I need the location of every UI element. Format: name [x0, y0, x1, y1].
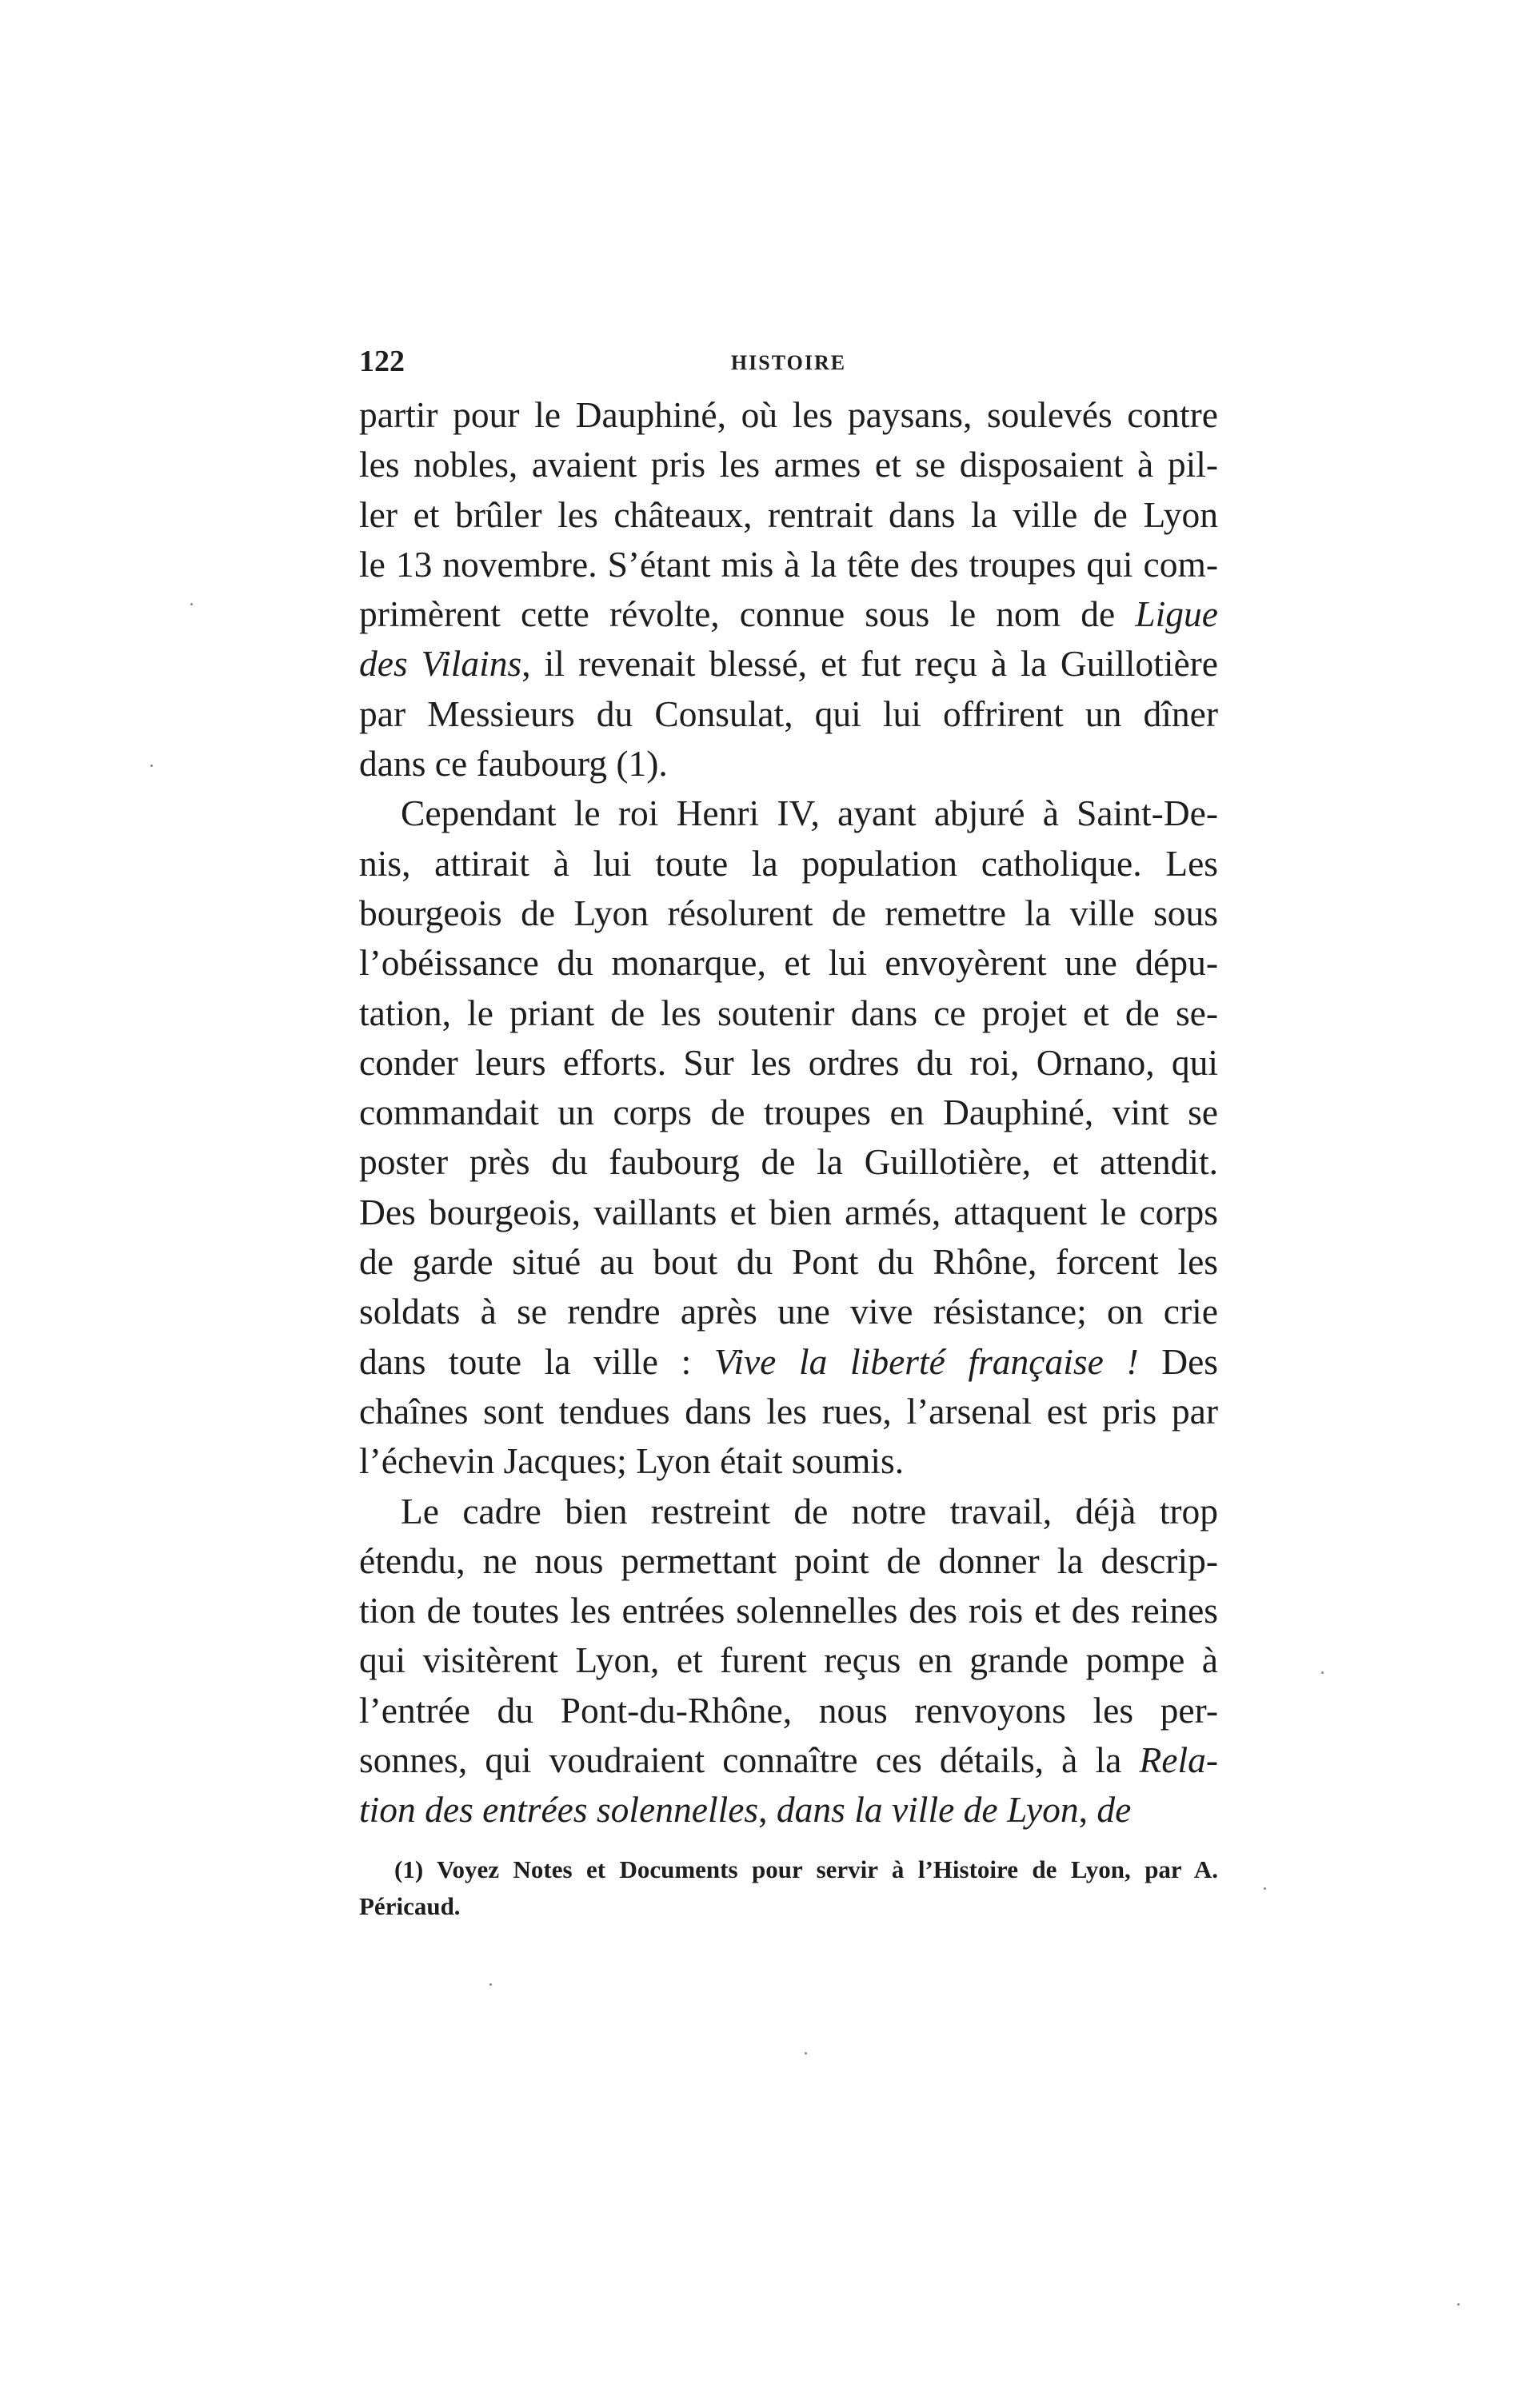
text-run: ,	[1078, 1789, 1097, 1831]
scan-speck	[190, 603, 193, 605]
text-line	[359, 1686, 1218, 1735]
text-run: l’obéissance du monarque, et lui envoyèrent une dépu-	[359, 942, 1218, 984]
footnote	[359, 1851, 1218, 1925]
text-line	[359, 1088, 1218, 1137]
text-line	[359, 739, 1218, 789]
text-run: Cependant le roi Henri IV, ayant abjuré à Saint-De-	[401, 793, 1218, 834]
text-run: , il revenait blessé, et fut reçu à la Guillotière	[521, 643, 1219, 685]
text-run: soldats à se rendre après une vive résistance; on crie	[359, 1291, 1218, 1332]
running-title: HISTOIRE	[730, 351, 847, 374]
text-run: l’entrée du Pont-du-Rhône, nous renvoyons les per-	[359, 1689, 1218, 1731]
page-number: 122	[359, 345, 405, 378]
italic-text: Ligue	[1135, 593, 1218, 635]
text-line	[359, 1436, 1218, 1486]
text-run: Péricaud.	[359, 1891, 461, 1920]
text-run: ,	[758, 1789, 777, 1831]
italic-text: des Vilains	[359, 643, 522, 685]
main-text	[359, 390, 1218, 1835]
text-line	[359, 839, 1218, 889]
text-line	[359, 889, 1218, 938]
text-line	[359, 1586, 1218, 1635]
text-run: dans toute la ville :	[359, 1340, 714, 1382]
text-run: primèrent cette révolte, connue sous le nom de	[359, 593, 1136, 635]
text-run: tion de toutes les entrées solennelles des rois et des reines	[359, 1590, 1218, 1631]
text-line	[359, 1536, 1218, 1586]
text-line	[359, 1038, 1218, 1088]
text-run: commandait un corps de troupes en Dauphiné, vint se	[359, 1092, 1218, 1133]
scan-speck	[1321, 1671, 1324, 1674]
text-run: dans ce faubourg (1).	[359, 743, 668, 785]
text-run: qui visitèrent Lyon, et furent reçus en grande pompe à	[359, 1639, 1218, 1681]
text-line	[359, 1785, 1218, 1835]
text-run: nis, attirait à lui toute la population catholique. Les	[359, 842, 1218, 884]
italic-text: dans la ville de Lyon	[776, 1789, 1079, 1831]
text-run: étendu, ne nous permettant point de donner la descrip-	[359, 1539, 1218, 1581]
italic-text: de	[1097, 1789, 1132, 1831]
text-run: ler et brûler les châteaux, rentrait dans la ville de Lyon	[359, 493, 1218, 535]
text-line	[359, 689, 1218, 739]
text-run: conder leurs efforts. Sur les ordres du roi, Ornano, qui	[359, 1041, 1218, 1083]
text-line	[359, 490, 1218, 540]
text-line	[359, 789, 1218, 838]
paragraph	[359, 789, 1218, 1486]
paragraph	[359, 390, 1218, 789]
text-line	[359, 1735, 1218, 1785]
text-run: Des bourgeois, vaillants et bien armés, attaquent le corps	[359, 1191, 1218, 1232]
text-line	[359, 1137, 1218, 1187]
text-line	[359, 1487, 1218, 1536]
text-line	[359, 589, 1218, 639]
text-line	[359, 938, 1218, 988]
text-run: par Messieurs du Consulat, qui lui offrirent un dîner	[359, 693, 1218, 734]
text-run: bourgeois de Lyon résolurent de remettre la ville sous	[359, 892, 1218, 933]
text-run: Des	[1138, 1340, 1218, 1382]
text-line	[359, 639, 1218, 689]
italic-text: Rela-	[1139, 1739, 1218, 1781]
text-line	[359, 1387, 1218, 1436]
text-line	[359, 1851, 1218, 1888]
text-run: (1) Voyez Notes et Documents pour servir à l’Histoire de Lyon, par A.	[394, 1855, 1218, 1883]
text-run: Le cadre bien restreint de notre travail, déjà trop	[401, 1490, 1218, 1531]
scan-speck	[1264, 1887, 1266, 1890]
scan-speck	[1457, 2303, 1460, 2306]
footnotes	[359, 1851, 1218, 1925]
text-run: chaînes sont tendues dans les rues, l’arsenal est pris par	[359, 1390, 1218, 1432]
text-line	[359, 1237, 1218, 1287]
text-run: l’échevin Jacques; Lyon était soumis.	[359, 1440, 905, 1482]
text-line	[359, 988, 1218, 1038]
text-run: le 13 novembre. S’étant mis à la tête des troupes qui com-	[359, 543, 1218, 585]
text-line	[359, 1635, 1218, 1685]
text-run: de garde situé au bout du Pont du Rhône, forcent les	[359, 1241, 1218, 1283]
italic-text: tion des entrées solennelles	[359, 1789, 759, 1831]
text-run: sonnes, qui voudraient connaître ces détails, à la	[359, 1739, 1140, 1781]
text-line	[359, 1888, 1218, 1925]
text-line	[359, 1188, 1218, 1237]
page-header	[359, 344, 1218, 379]
italic-text: Vive la liberté française !	[713, 1340, 1139, 1382]
text-run: les nobles, avaient pris les armes et se disposaient à pil-	[359, 444, 1218, 485]
paragraph	[359, 1487, 1218, 1835]
text-run: poster près du faubourg de la Guillotière, et attendit.	[359, 1141, 1218, 1183]
text-line	[359, 390, 1218, 440]
scan-speck	[489, 1983, 492, 1986]
text-run: tation, le priant de les soutenir dans ce projet et de se-	[359, 992, 1218, 1033]
text-run: partir pour le Dauphiné, où les paysans, soulevés contre	[359, 394, 1218, 435]
text-line	[359, 1337, 1218, 1387]
text-line	[359, 1287, 1218, 1336]
text-line	[359, 440, 1218, 489]
scan-speck	[150, 765, 153, 767]
text-line	[359, 540, 1218, 589]
book-page	[359, 344, 1218, 1925]
scan-speck	[805, 2052, 807, 2055]
